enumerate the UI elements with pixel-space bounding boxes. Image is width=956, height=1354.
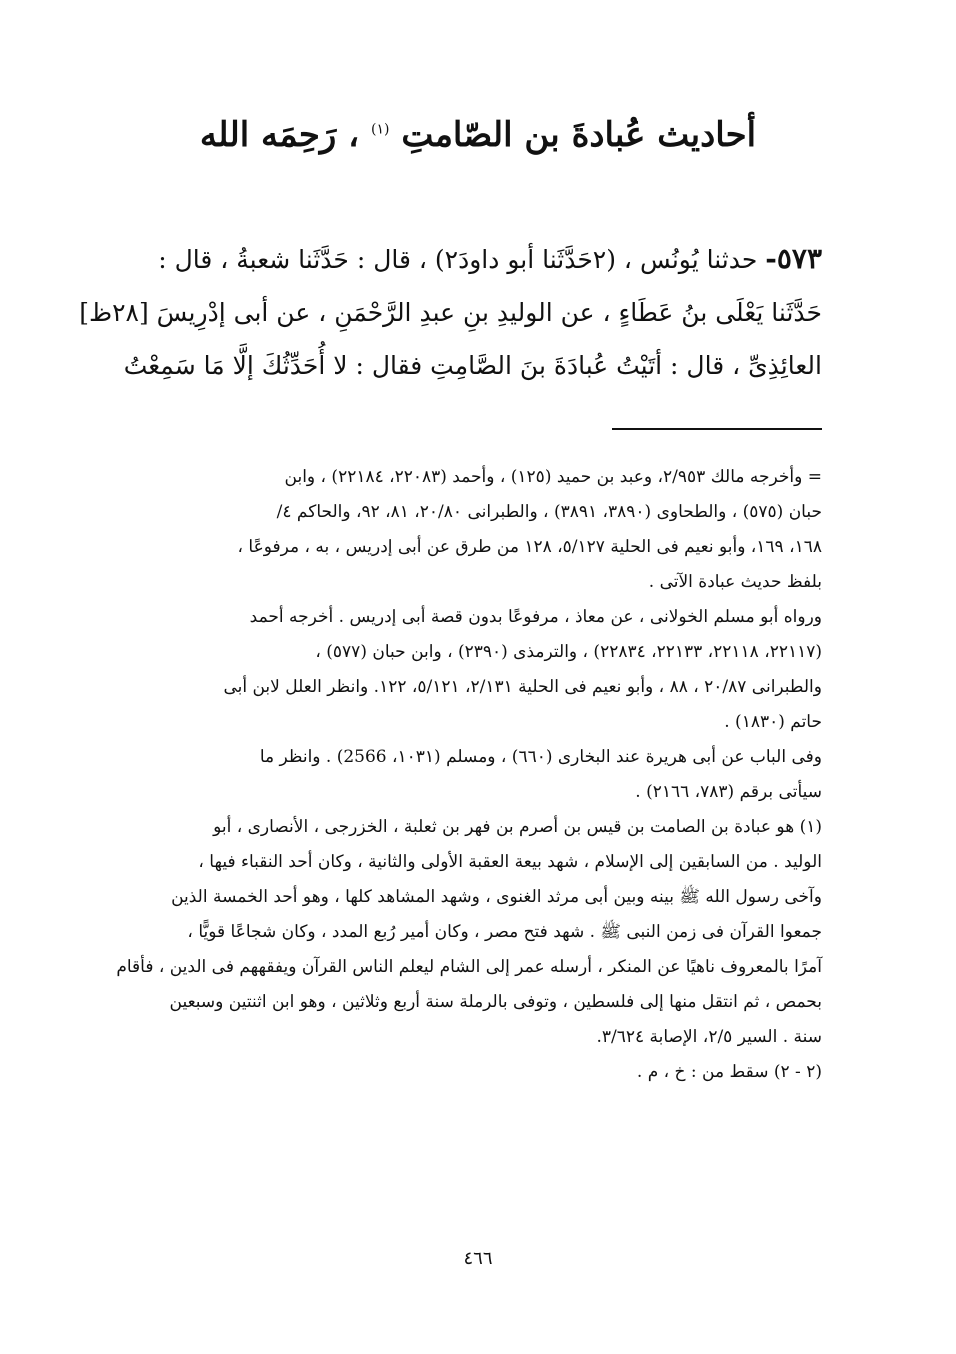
footnote-line: سنة . السير ٢/٥، الإصابة ٣/٦٢٤. <box>596 1027 822 1047</box>
hadith-number: ٥٧٣- <box>765 242 822 275</box>
footnotes <box>108 460 822 1090</box>
hadith-line-2: حَدَّثَنا يَعْلَى بنُ عَطَاءٍ ، عن الوليدِ بنِ عبدِ الرَّحْمَنِ ، عن أبى إدْرِيسَ [٢٨ظ] <box>79 298 822 327</box>
hadith-line-text: حدثنا يُونُس ، (٢حَدَّثَنا أبو داودَ٢) ، قال : حَدَّثَنا شعبةُ ، قال : <box>158 245 758 274</box>
footnote-line: وآخى رسول الله ﷺ بينه وبين أبى مرثد الغنوى ، وشهد المشاهد كلها ، وهو أحد الخمسة الذين <box>171 887 822 907</box>
chapter-title-suffix: ، رَحِمَه الله <box>199 115 360 155</box>
footnote-line: آمرًا بالمعروف ناهيًا عن المنكر ، أرسله عمر إلى الشام ليعلم الناس القرآن ويفقههم فى الدين ، فأقام <box>116 957 822 977</box>
hadith-text <box>79 232 822 392</box>
footnote-line: سيأتى برقم (٧٨٣، ٢١٦٦) . <box>635 782 822 802</box>
footnote-line: بلفظ حديث عبادة الآتى . <box>648 572 822 592</box>
footnote-line: (٢ - ٢) سقط من : خ ، م . <box>636 1062 822 1082</box>
page-number: ٤٦٦ <box>463 1248 493 1269</box>
footnote-line: حاتم (١٨٣٠) . <box>724 712 822 732</box>
hadith-line-1 <box>108 232 822 286</box>
footnote-line: ١٦٨، ١٦٩، وأبو نعيم فى الحلية ٥/١٢٧، ١٢٨ من طرق عن أبى إدريس ، به ، مرفوعًا ، <box>237 537 822 557</box>
footnote-line: والطبرانى ٢٠/٨٧ ، ٨٨ ، وأبو نعيم فى الحلية ٢/١٣١، ٥/١٢١، ١٢٢. وانظر العلل لابن أبى <box>223 677 822 697</box>
footnote-ref: (١) <box>371 121 390 138</box>
footnote-line: حبان (٥٧٥) ، والطحاوى (٣٨٩٠، ٣٨٩١) ، والطبرانى ٢٠/٨٠، ٨١، ٩٢، والحاكم ٤/ <box>276 502 822 522</box>
footnote-separator <box>612 428 822 430</box>
footnote-line: جمعوا القرآن فى زمن النبى ﷺ . شهد فتح مصر ، وكان أمير رُبع المدد ، وكان شجاعًا قويًّا ، <box>187 922 822 942</box>
chapter-title-text: أحاديث عُبادةَ بن الصّامتِ <box>401 115 757 155</box>
footnote-line: = وأخرجه مالك ٢/٩٥٣، وعبد بن حميد (١٢٥) ، وأحمد (٢٢٠٨٣، ٢٢١٨٤) ، وابن <box>284 467 822 487</box>
footnote-line: (١) هو عبادة بن الصامت بن قيس بن أصرم بن فهر بن ثعلبة ، الخزرجى ، الأنصارى ، أبو <box>213 817 822 837</box>
footnote-line: (٢٢١١٧، ٢٢١١٨، ٢٢١٣٣، ٢٢٨٣٤) ، والترمذى (٢٣٩٠) ، وابن حبان (٥٧٧) ، <box>315 642 822 662</box>
footnote-line: الوليد . من السابقين إلى الإسلام ، شهد بيعة العقبة الأولى والثانية ، وكان أحد النقباء فيها ، <box>198 852 822 872</box>
hadith-line-3: العائِذِىِّ ، قال : أتَيْتُ عُبادَةَ بنَ الصَّامِتِ فقال : لا أُحَدِّثُكَ إلَّا مَا سَمِعْتُ <box>123 351 822 380</box>
footnote-line: وفى الباب عن أبى هريرة عند البخارى (٦٦٠) ، ومسلم (١٠٣١، 2566) . وانظر ما <box>259 747 822 767</box>
chapter-title <box>160 115 796 155</box>
footnote-line: ورواه أبو مسلم الخولانى ، عن معاذ ، مرفوعًا بدون قصة أبى إدريس . أخرجه أحمد <box>249 607 822 627</box>
footnote-line: بحمص ، ثم انتقل منها إلى فلسطين ، وتوفى بالرملة سنة أربع وثلاثين ، وهو ابن اثنتين وسبعين <box>169 992 822 1012</box>
